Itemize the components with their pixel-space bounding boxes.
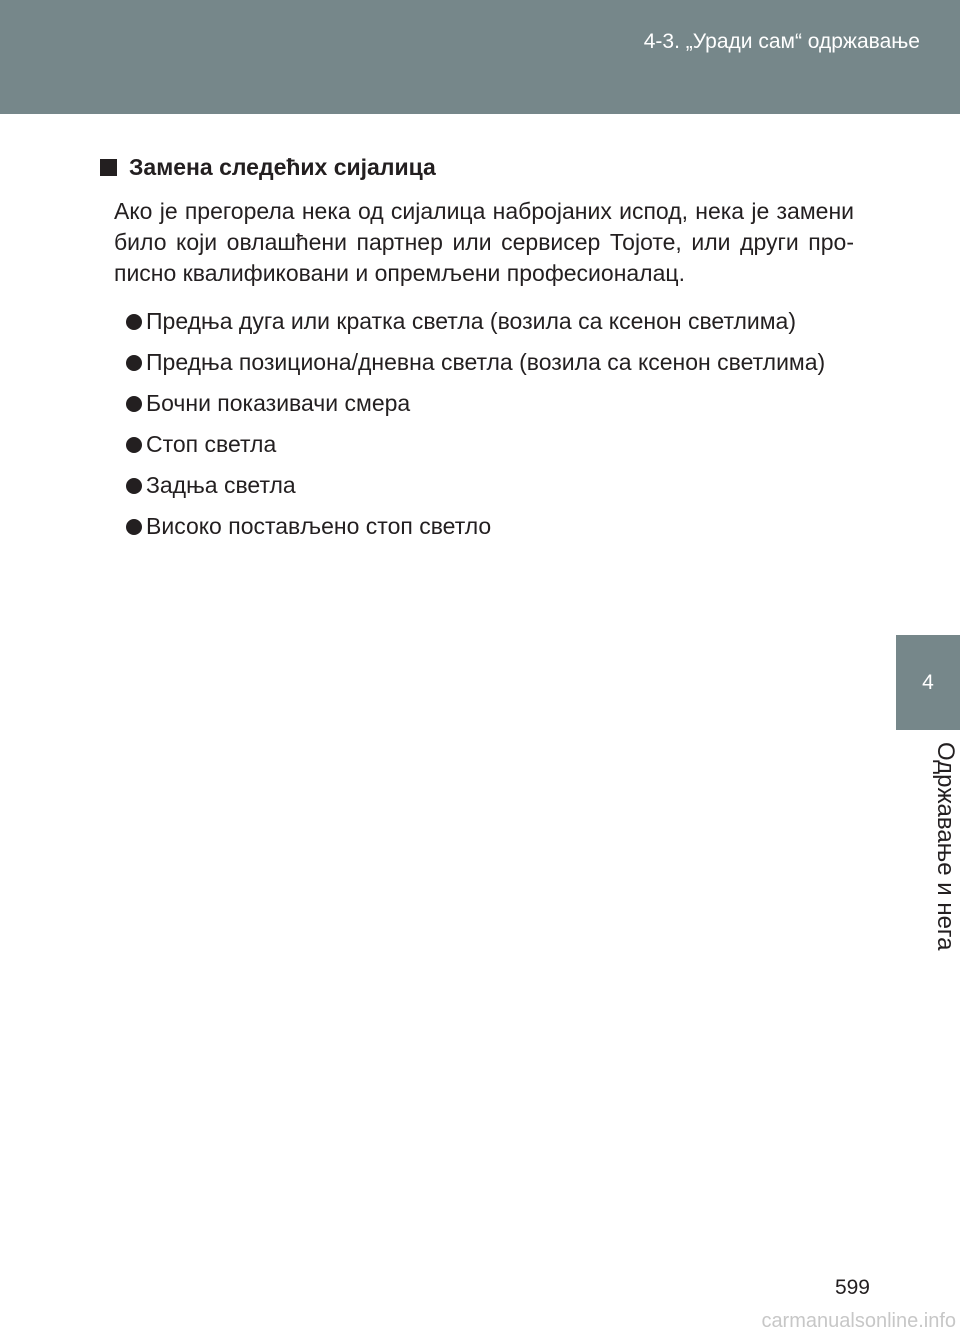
list-item-text: Високо постављено стоп светло: [146, 513, 492, 539]
list-item: [126, 342, 860, 383]
watermark: carmanualsonline.info: [761, 1310, 956, 1332]
chapter-tab: [896, 635, 960, 730]
section-paragraph: Ако је прегорела нека од сијалица набројаних испод, нека је замени било који овлашћени партнер или сервисер Тојоте, или други про-писно квалификовани и опремљени професионалац.: [114, 198, 854, 286]
list-item-text: Предња позициона/дневна светла (возила са ксенон светлима): [146, 349, 826, 375]
header-band: [0, 0, 960, 114]
list-item: [126, 383, 860, 424]
list-item-text: Стоп светла: [146, 431, 277, 457]
section-heading: [100, 150, 860, 184]
dot-bullet-icon: [126, 355, 142, 371]
list-item-text: Предња дуга или кратка светла (возила са ксенон светлима): [146, 308, 797, 334]
list-item: [126, 465, 860, 506]
dot-bullet-icon: [126, 314, 142, 330]
dot-bullet-icon: [126, 396, 142, 412]
chapter-number: 4: [922, 671, 934, 694]
dot-bullet-icon: [126, 519, 142, 535]
dot-bullet-icon: [126, 478, 142, 494]
chapter-title: 4-3. „Уради сам“ одржавање: [643, 30, 920, 53]
bulb-list: [126, 301, 860, 547]
square-bullet-icon: [100, 159, 117, 176]
list-item: [126, 424, 860, 465]
section-heading-text: Замена следећих сијалица: [129, 153, 436, 180]
content-area: [100, 150, 860, 547]
page-number: 599: [834, 1276, 870, 1299]
list-item-text: Задња светла: [146, 472, 296, 498]
list-item-text: Бочни показивачи смера: [146, 390, 411, 416]
dot-bullet-icon: [126, 437, 142, 453]
chapter-tab-label: Одржавање и нега: [932, 742, 959, 951]
list-item: [126, 301, 860, 342]
list-item: [126, 506, 860, 547]
